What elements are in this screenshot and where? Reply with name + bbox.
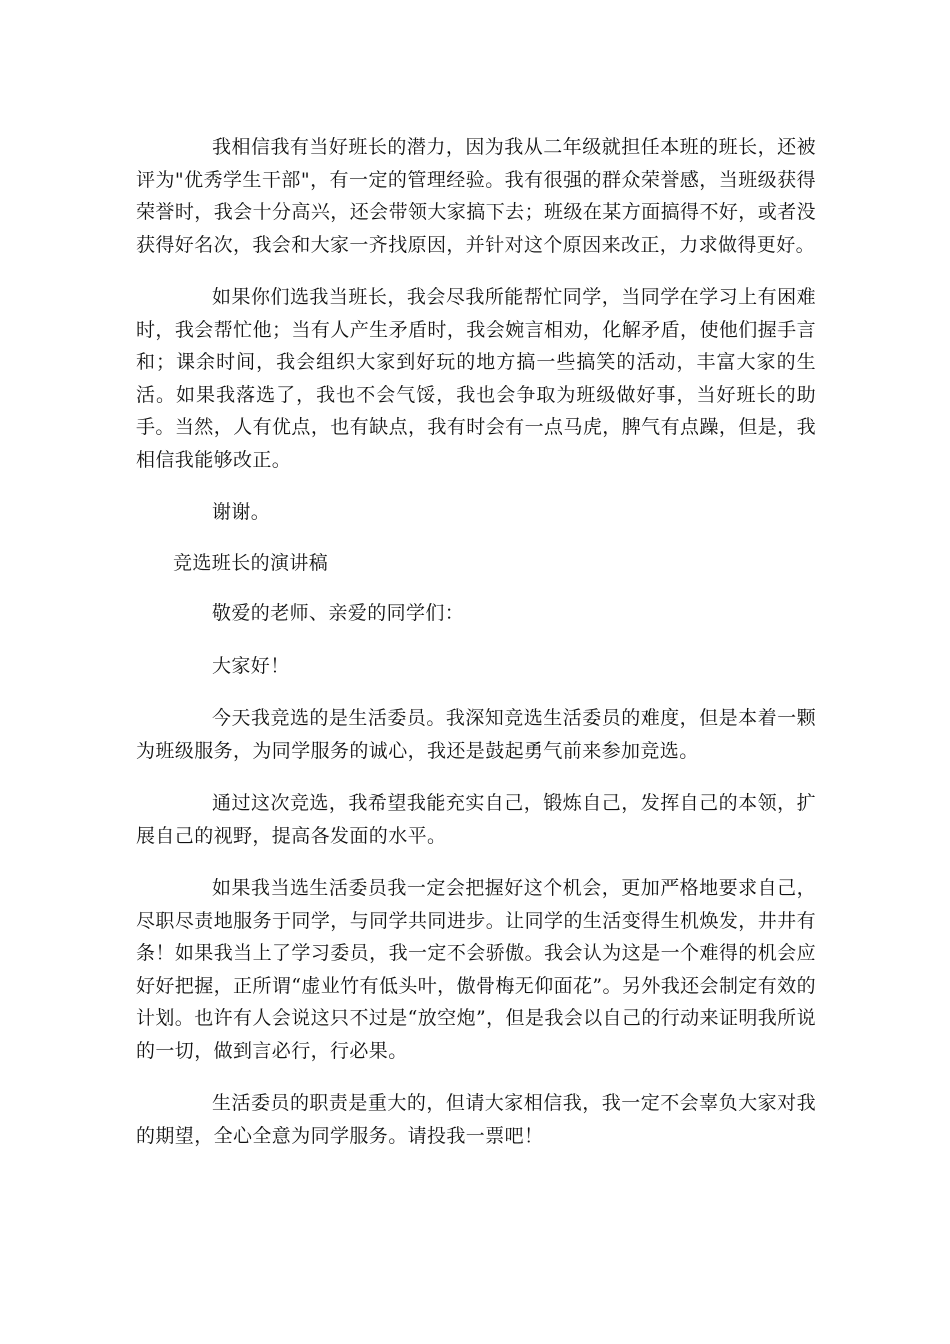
speech-goal: 通过这次竞选，我希望我能充实自己，锻炼自己，发挥自己的本领，扩展自己的视野，提高各发面的水平。 <box>136 792 816 847</box>
paragraph-promise: 如果你们选我当班长，我会尽我所能帮忙同学，当同学在学习上有困难时，我会帮忙他；当有人产生矛盾时，我会婉言相劝，化解矛盾，使他们握手言和；课余时间，我会组织大家到好玩的地方搞一些搞笑的活动，丰富大家的生活。如果我落选了，我也不会气馁，我也会争取为班级做好事，当好班长的助手。当然，人有优点，也有缺点，我有时会有一点马虎，脾气有点躁，但是，我相信我能够改正。 <box>136 286 816 471</box>
document-page <box>136 131 816 1152</box>
section-title: 竞选班长的演讲稿 <box>173 551 329 574</box>
speech-intro: 今天我竞选的是生活委员。我深知竞选生活委员的难度，但是本着一颗为班级服务，为同学服务的诚心，我还是鼓起勇气前来参加竞选。 <box>136 707 816 762</box>
speech-salutation: 敬爱的老师、亲爱的同学们： <box>212 602 465 624</box>
paragraph-thanks: 谢谢。 <box>212 501 271 523</box>
paragraph-experience: 我相信我有当好班长的潜力，因为我从二年级就担任本班的班长，还被评为"优秀学生干部"，有一定的管理经验。我有很强的群众荣誉感，当班级获得荣誉时，我会十分高兴，还会带领大家搞下去；班级在某方面搞得不好，或者没获得好名次，我会和大家一齐找原因，并针对这个原因来改正，力求做得更好。 <box>136 136 816 256</box>
speech-greeting: 大家好！ <box>212 654 290 677</box>
speech-closing: 生活委员的职责是重大的，但请大家相信我，我一定不会辜负大家对我的期望，全心全意为同学服务。请投我一票吧！ <box>136 1092 816 1147</box>
speech-commitment: 如果我当选生活委员我一定会把握好这个机会，更加严格地要求自己，尽职尽责地服务于同学，与同学共同进步。让同学的生活变得生机焕发，井井有条！如果我当上了学习委员，我一定不会骄傲。我会认为这是一个难得的机会应好好把握，正所谓“虚业竹有低头叶，傲骨梅无仰面花”。另外我还会制定有效的计划。也许有人会说这只不过是“放空炮”，但是我会以自己的行动来证明我所说的一切，做到言必行，行必果。 <box>136 877 816 1062</box>
